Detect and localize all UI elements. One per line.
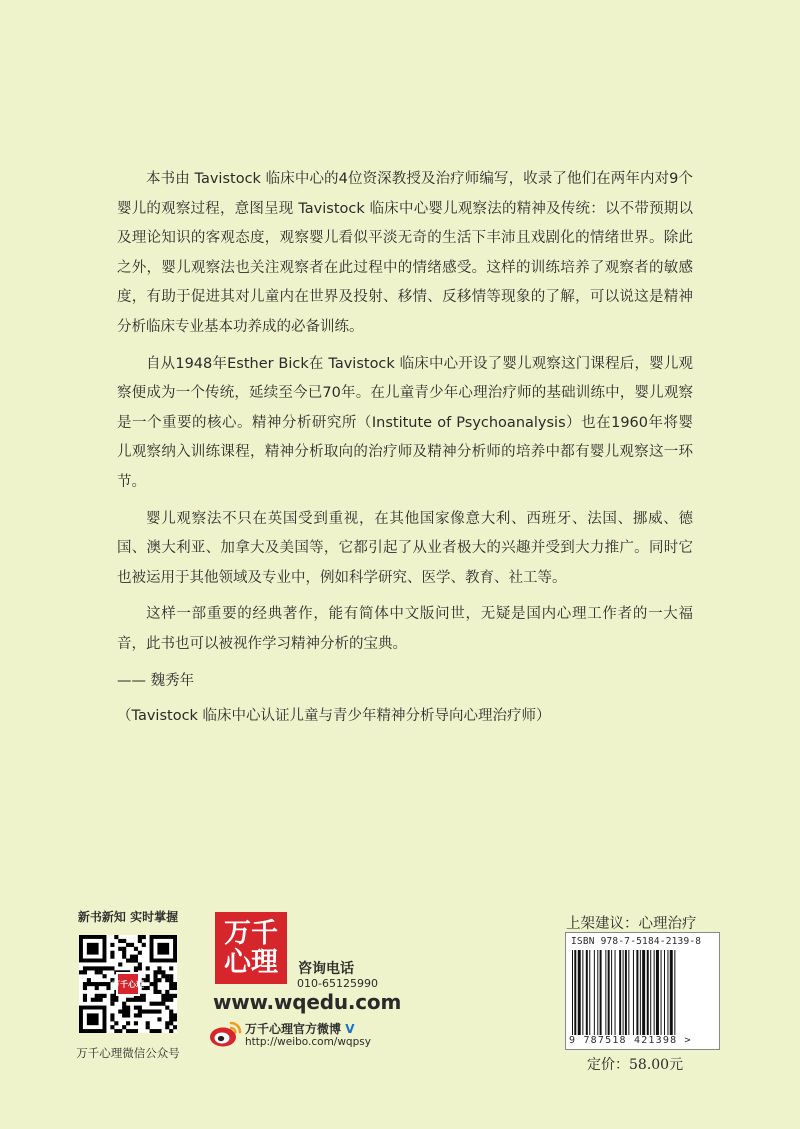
paragraph-1: 本书由 Tavistock 临床中心的4位资深教授及治疗师编写，收录了他们在两年内对9个婴儿的观察过程，意图呈现 Tavistock 临床中心婴儿观察法的精神及传统：以不带预期以及理论知识的客观态度，观察婴儿看似平淡无奇的生活下丰沛且戏剧化的情绪世界。除此之外，婴儿观察法也关注观察者在此过程中的情绪感受。这样的训练培养了观察者的敏感度，有助于促进其对儿童内在世界及投射、移情、反移情等现象的了解，可以说这是精神分析临床专业基本功养成的必备训练。 [117,171,693,335]
paragraph-2: 自从1948年Esther Bick在 Tavistock 临床中心开设了婴儿观察这门课程后，婴儿观察便成为一个传统，延续至今已70年。在儿童青少年心理治疗师的基础训练中，婴儿观察是一个重要的核心。精神分析研究所（Institute of Psychoanalysis）也在1960年将婴儿观察纳入训练课程，精神分析取向的治疗师及精神分析师的培养中都有婴儿观察这一环节。 [117,355,693,490]
logo-line-1: 万千 [224,918,278,949]
shelf-suggestion: 上架建议：心理治疗 [566,916,697,932]
weibo-name [245,1020,355,1037]
verified-badge-icon: V [345,1022,355,1036]
price-label: 定价：58.00元 [587,1057,684,1073]
qr-bottom-label: 万千心理微信公众号 [76,1046,180,1060]
isbn-digits: 9 787518 421398 > [569,1035,692,1046]
qr-code-icon [79,935,177,1033]
paragraph-3: 婴儿观察法不只在英国受到重视，在其他国家像意大利、西班牙、法国、挪威、德国、澳大利亚、加拿大及美国等，它都引起了从业者极大的兴趣并受到大力推广。同时它也被运用于其他领域及专业中，例如科学研究、医学、教育、社工等。 [117,510,693,586]
consult-label: 咨询电话 [298,961,354,977]
wechat-qr-code[interactable] [79,935,177,1033]
signature-title: （Tavistock 临床中心认证儿童与青少年精神分析导向心理治疗师） [117,708,551,725]
qr-top-label: 新书新知 实时掌握 [77,910,179,924]
logo-line-2: 心理 [224,947,278,978]
weibo-url[interactable]: http://weibo.com/wqpsy [245,1036,371,1048]
signature [117,667,693,732]
qr-section [70,908,186,1061]
consult-phone: 010-65125990 [297,977,378,990]
weibo-icon [209,1020,243,1048]
publisher-logo [215,912,287,984]
paragraph-4: 这样一部重要的经典著作，能有简体中文版问世，无疑是国内心理工作者的一大福音，此书也可以被视作学习精神分析的宝典。 [117,606,693,652]
isbn-top-text: ISBN 978-7-5184-2139-8 [571,936,702,947]
signature-name: —— 魏秀年 [117,672,195,689]
website-link[interactable]: www.wqedu.com [213,990,402,1014]
barcode-bars-icon [570,950,716,1035]
isbn-barcode [565,932,720,1050]
blurb-text [117,165,693,732]
weibo-name-text: 万千心理官方微博 [245,1022,342,1036]
qr-badge-text: 万千心理 [112,980,144,989]
